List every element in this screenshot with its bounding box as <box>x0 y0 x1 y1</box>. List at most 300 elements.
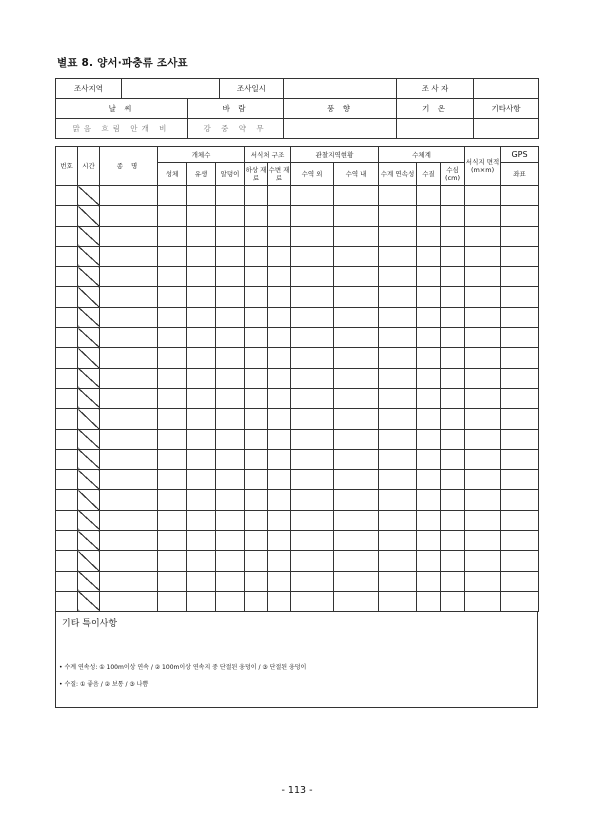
table-cell[interactable] <box>187 409 216 429</box>
table-cell[interactable] <box>187 226 216 246</box>
table-cell[interactable] <box>245 246 268 266</box>
table-cell[interactable] <box>501 571 539 591</box>
table-cell[interactable] <box>291 226 334 246</box>
table-cell[interactable] <box>379 551 417 571</box>
table-cell[interactable] <box>216 307 245 327</box>
table-cell[interactable] <box>100 551 158 571</box>
table-cell[interactable] <box>187 449 216 469</box>
table-cell[interactable] <box>501 409 539 429</box>
table-cell[interactable] <box>441 429 465 449</box>
table-cell[interactable] <box>187 186 216 206</box>
table-cell[interactable] <box>56 267 78 287</box>
table-cell[interactable] <box>56 287 78 307</box>
table-cell[interactable] <box>216 368 245 388</box>
table-cell[interactable] <box>187 388 216 408</box>
table-cell[interactable] <box>245 571 268 591</box>
table-cell[interactable] <box>417 328 441 348</box>
table-cell[interactable] <box>187 510 216 530</box>
table-cell[interactable] <box>291 409 334 429</box>
table-cell[interactable] <box>441 246 465 266</box>
table-cell[interactable] <box>216 287 245 307</box>
table-cell[interactable] <box>56 490 78 510</box>
table-cell[interactable] <box>291 490 334 510</box>
time-cell[interactable] <box>78 368 100 388</box>
table-cell[interactable] <box>268 287 291 307</box>
table-cell[interactable] <box>158 246 187 266</box>
table-cell[interactable] <box>417 186 441 206</box>
table-cell[interactable] <box>465 246 501 266</box>
table-cell[interactable] <box>56 409 78 429</box>
table-cell[interactable] <box>441 531 465 551</box>
table-cell[interactable] <box>56 571 78 591</box>
table-cell[interactable] <box>158 429 187 449</box>
table-cell[interactable] <box>187 368 216 388</box>
table-cell[interactable] <box>100 226 158 246</box>
table-cell[interactable] <box>187 348 216 368</box>
table-cell[interactable] <box>216 490 245 510</box>
table-cell[interactable] <box>417 206 441 226</box>
table-cell[interactable] <box>100 368 158 388</box>
table-cell[interactable] <box>501 287 539 307</box>
table-cell[interactable] <box>100 267 158 287</box>
table-cell[interactable] <box>465 206 501 226</box>
temperature-field[interactable] <box>397 119 474 139</box>
table-cell[interactable] <box>501 267 539 287</box>
table-cell[interactable] <box>216 470 245 490</box>
table-cell[interactable] <box>158 531 187 551</box>
table-cell[interactable] <box>379 490 417 510</box>
surveyor-field[interactable] <box>474 79 539 99</box>
table-cell[interactable] <box>291 206 334 226</box>
table-cell[interactable] <box>56 388 78 408</box>
table-cell[interactable] <box>441 328 465 348</box>
time-cell[interactable] <box>78 470 100 490</box>
table-cell[interactable] <box>268 328 291 348</box>
table-cell[interactable] <box>501 470 539 490</box>
time-cell[interactable] <box>78 226 100 246</box>
table-cell[interactable] <box>334 246 379 266</box>
table-cell[interactable] <box>100 490 158 510</box>
table-cell[interactable] <box>216 186 245 206</box>
table-cell[interactable] <box>417 226 441 246</box>
table-cell[interactable] <box>441 591 465 611</box>
other-notes-field[interactable] <box>474 119 539 139</box>
table-cell[interactable] <box>216 551 245 571</box>
table-cell[interactable] <box>291 328 334 348</box>
table-cell[interactable] <box>379 246 417 266</box>
table-cell[interactable] <box>334 551 379 571</box>
table-cell[interactable] <box>465 368 501 388</box>
table-cell[interactable] <box>268 186 291 206</box>
table-cell[interactable] <box>268 531 291 551</box>
table-cell[interactable] <box>465 510 501 530</box>
table-cell[interactable] <box>465 571 501 591</box>
table-cell[interactable] <box>245 368 268 388</box>
time-cell[interactable] <box>78 267 100 287</box>
table-cell[interactable] <box>245 510 268 530</box>
table-cell[interactable] <box>379 510 417 530</box>
table-cell[interactable] <box>158 388 187 408</box>
table-cell[interactable] <box>379 571 417 591</box>
table-cell[interactable] <box>379 206 417 226</box>
table-cell[interactable] <box>268 348 291 368</box>
table-cell[interactable] <box>100 328 158 348</box>
table-cell[interactable] <box>100 307 158 327</box>
table-cell[interactable] <box>158 571 187 591</box>
table-cell[interactable] <box>268 571 291 591</box>
table-cell[interactable] <box>187 328 216 348</box>
table-cell[interactable] <box>216 409 245 429</box>
table-cell[interactable] <box>465 409 501 429</box>
table-cell[interactable] <box>334 328 379 348</box>
table-cell[interactable] <box>56 531 78 551</box>
weather-options[interactable]: 맑음 흐림 안개 비 <box>56 119 188 139</box>
table-cell[interactable] <box>291 388 334 408</box>
table-cell[interactable] <box>291 571 334 591</box>
table-cell[interactable] <box>158 591 187 611</box>
table-cell[interactable] <box>501 591 539 611</box>
table-cell[interactable] <box>56 470 78 490</box>
table-cell[interactable] <box>56 591 78 611</box>
table-cell[interactable] <box>417 510 441 530</box>
table-cell[interactable] <box>56 206 78 226</box>
table-cell[interactable] <box>56 368 78 388</box>
table-cell[interactable] <box>334 388 379 408</box>
table-cell[interactable] <box>187 531 216 551</box>
table-cell[interactable] <box>245 287 268 307</box>
table-cell[interactable] <box>158 470 187 490</box>
table-cell[interactable] <box>417 267 441 287</box>
table-cell[interactable] <box>268 206 291 226</box>
table-cell[interactable] <box>268 246 291 266</box>
table-cell[interactable] <box>465 267 501 287</box>
table-cell[interactable] <box>216 206 245 226</box>
table-cell[interactable] <box>158 307 187 327</box>
table-cell[interactable] <box>187 571 216 591</box>
table-cell[interactable] <box>216 531 245 551</box>
table-cell[interactable] <box>158 409 187 429</box>
time-cell[interactable] <box>78 409 100 429</box>
table-cell[interactable] <box>268 551 291 571</box>
time-cell[interactable] <box>78 591 100 611</box>
table-cell[interactable] <box>441 490 465 510</box>
survey-area-field[interactable] <box>122 79 220 99</box>
table-cell[interactable] <box>245 409 268 429</box>
table-cell[interactable] <box>501 388 539 408</box>
table-cell[interactable] <box>158 206 187 226</box>
table-cell[interactable] <box>417 531 441 551</box>
time-cell[interactable] <box>78 571 100 591</box>
table-cell[interactable] <box>158 368 187 388</box>
time-cell[interactable] <box>78 287 100 307</box>
table-cell[interactable] <box>465 591 501 611</box>
table-cell[interactable] <box>417 368 441 388</box>
table-cell[interactable] <box>334 591 379 611</box>
table-cell[interactable] <box>417 591 441 611</box>
table-cell[interactable] <box>245 449 268 469</box>
table-cell[interactable] <box>334 226 379 246</box>
table-cell[interactable] <box>379 267 417 287</box>
table-cell[interactable] <box>501 226 539 246</box>
table-cell[interactable] <box>334 531 379 551</box>
survey-date-field[interactable] <box>284 79 397 99</box>
table-cell[interactable] <box>379 409 417 429</box>
table-cell[interactable] <box>334 307 379 327</box>
table-cell[interactable] <box>291 287 334 307</box>
table-cell[interactable] <box>216 246 245 266</box>
table-cell[interactable] <box>417 348 441 368</box>
table-cell[interactable] <box>291 307 334 327</box>
table-cell[interactable] <box>465 287 501 307</box>
table-cell[interactable] <box>245 388 268 408</box>
table-cell[interactable] <box>291 531 334 551</box>
table-cell[interactable] <box>158 490 187 510</box>
table-cell[interactable] <box>441 186 465 206</box>
table-cell[interactable] <box>501 246 539 266</box>
table-cell[interactable] <box>216 591 245 611</box>
table-cell[interactable] <box>268 368 291 388</box>
table-cell[interactable] <box>291 551 334 571</box>
table-cell[interactable] <box>100 449 158 469</box>
time-cell[interactable] <box>78 388 100 408</box>
table-cell[interactable] <box>216 328 245 348</box>
wind-direction-field[interactable] <box>284 119 397 139</box>
table-cell[interactable] <box>187 551 216 571</box>
table-cell[interactable] <box>441 206 465 226</box>
table-cell[interactable] <box>379 307 417 327</box>
table-cell[interactable] <box>501 328 539 348</box>
table-cell[interactable] <box>158 449 187 469</box>
table-cell[interactable] <box>100 510 158 530</box>
table-cell[interactable] <box>268 449 291 469</box>
table-cell[interactable] <box>465 449 501 469</box>
table-cell[interactable] <box>465 307 501 327</box>
table-cell[interactable] <box>100 470 158 490</box>
table-cell[interactable] <box>291 267 334 287</box>
table-cell[interactable] <box>158 226 187 246</box>
table-cell[interactable] <box>441 470 465 490</box>
table-cell[interactable] <box>441 226 465 246</box>
table-cell[interactable] <box>268 591 291 611</box>
table-cell[interactable] <box>334 490 379 510</box>
table-cell[interactable] <box>465 226 501 246</box>
table-cell[interactable] <box>291 429 334 449</box>
table-cell[interactable] <box>216 388 245 408</box>
table-cell[interactable] <box>334 267 379 287</box>
table-cell[interactable] <box>441 287 465 307</box>
table-cell[interactable] <box>216 267 245 287</box>
table-cell[interactable] <box>158 348 187 368</box>
time-cell[interactable] <box>78 206 100 226</box>
table-cell[interactable] <box>56 307 78 327</box>
table-cell[interactable] <box>100 186 158 206</box>
table-cell[interactable] <box>291 368 334 388</box>
table-cell[interactable] <box>334 348 379 368</box>
table-cell[interactable] <box>334 186 379 206</box>
table-cell[interactable] <box>100 348 158 368</box>
table-cell[interactable] <box>245 267 268 287</box>
table-cell[interactable] <box>216 348 245 368</box>
table-cell[interactable] <box>187 490 216 510</box>
table-cell[interactable] <box>100 388 158 408</box>
table-cell[interactable] <box>417 388 441 408</box>
table-cell[interactable] <box>158 551 187 571</box>
table-cell[interactable] <box>268 226 291 246</box>
table-cell[interactable] <box>268 307 291 327</box>
table-cell[interactable] <box>158 510 187 530</box>
table-cell[interactable] <box>291 348 334 368</box>
table-cell[interactable] <box>291 449 334 469</box>
table-cell[interactable] <box>441 388 465 408</box>
table-cell[interactable] <box>245 328 268 348</box>
table-cell[interactable] <box>465 328 501 348</box>
time-cell[interactable] <box>78 307 100 327</box>
table-cell[interactable] <box>56 449 78 469</box>
table-cell[interactable] <box>158 287 187 307</box>
table-cell[interactable] <box>100 246 158 266</box>
table-cell[interactable] <box>501 307 539 327</box>
table-cell[interactable] <box>334 206 379 226</box>
table-cell[interactable] <box>268 409 291 429</box>
table-cell[interactable] <box>465 348 501 368</box>
table-cell[interactable] <box>379 186 417 206</box>
time-cell[interactable] <box>78 348 100 368</box>
table-cell[interactable] <box>417 307 441 327</box>
table-cell[interactable] <box>441 449 465 469</box>
table-cell[interactable] <box>379 429 417 449</box>
table-cell[interactable] <box>216 510 245 530</box>
table-cell[interactable] <box>465 470 501 490</box>
table-cell[interactable] <box>417 246 441 266</box>
table-cell[interactable] <box>417 470 441 490</box>
table-cell[interactable] <box>441 571 465 591</box>
table-cell[interactable] <box>417 551 441 571</box>
notes-box[interactable] <box>56 612 538 708</box>
table-cell[interactable] <box>379 287 417 307</box>
table-cell[interactable] <box>417 287 441 307</box>
table-cell[interactable] <box>465 551 501 571</box>
table-cell[interactable] <box>441 551 465 571</box>
table-cell[interactable] <box>379 591 417 611</box>
table-cell[interactable] <box>216 571 245 591</box>
table-cell[interactable] <box>56 328 78 348</box>
table-cell[interactable] <box>417 490 441 510</box>
table-cell[interactable] <box>245 470 268 490</box>
table-cell[interactable] <box>56 186 78 206</box>
table-cell[interactable] <box>334 368 379 388</box>
table-cell[interactable] <box>56 510 78 530</box>
table-cell[interactable] <box>245 490 268 510</box>
table-cell[interactable] <box>501 206 539 226</box>
table-cell[interactable] <box>216 429 245 449</box>
table-cell[interactable] <box>501 368 539 388</box>
table-cell[interactable] <box>501 551 539 571</box>
table-cell[interactable] <box>187 591 216 611</box>
table-cell[interactable] <box>245 226 268 246</box>
table-cell[interactable] <box>465 490 501 510</box>
table-cell[interactable] <box>100 591 158 611</box>
time-cell[interactable] <box>78 510 100 530</box>
table-cell[interactable] <box>56 226 78 246</box>
table-cell[interactable] <box>417 571 441 591</box>
table-cell[interactable] <box>216 226 245 246</box>
table-cell[interactable] <box>441 307 465 327</box>
time-cell[interactable] <box>78 328 100 348</box>
time-cell[interactable] <box>78 551 100 571</box>
table-cell[interactable] <box>417 409 441 429</box>
table-cell[interactable] <box>291 510 334 530</box>
table-cell[interactable] <box>379 368 417 388</box>
table-cell[interactable] <box>441 348 465 368</box>
wind-options[interactable]: 강 중 약 무 <box>188 119 284 139</box>
table-cell[interactable] <box>187 267 216 287</box>
table-cell[interactable] <box>291 591 334 611</box>
table-cell[interactable] <box>501 531 539 551</box>
table-cell[interactable] <box>465 429 501 449</box>
table-cell[interactable] <box>501 449 539 469</box>
table-cell[interactable] <box>56 246 78 266</box>
table-cell[interactable] <box>268 510 291 530</box>
table-cell[interactable] <box>100 571 158 591</box>
table-cell[interactable] <box>465 531 501 551</box>
table-cell[interactable] <box>56 551 78 571</box>
table-cell[interactable] <box>187 307 216 327</box>
time-cell[interactable] <box>78 246 100 266</box>
table-cell[interactable] <box>56 348 78 368</box>
table-cell[interactable] <box>100 206 158 226</box>
table-cell[interactable] <box>441 510 465 530</box>
table-cell[interactable] <box>245 591 268 611</box>
table-cell[interactable] <box>245 348 268 368</box>
table-cell[interactable] <box>268 388 291 408</box>
table-cell[interactable] <box>465 186 501 206</box>
table-cell[interactable] <box>245 551 268 571</box>
time-cell[interactable] <box>78 490 100 510</box>
table-cell[interactable] <box>158 328 187 348</box>
table-cell[interactable] <box>417 449 441 469</box>
table-cell[interactable] <box>501 348 539 368</box>
table-cell[interactable] <box>56 429 78 449</box>
table-cell[interactable] <box>268 429 291 449</box>
table-cell[interactable] <box>334 571 379 591</box>
table-cell[interactable] <box>187 206 216 226</box>
table-cell[interactable] <box>334 510 379 530</box>
table-cell[interactable] <box>379 328 417 348</box>
table-cell[interactable] <box>100 287 158 307</box>
table-cell[interactable] <box>379 388 417 408</box>
time-cell[interactable] <box>78 449 100 469</box>
table-cell[interactable] <box>501 186 539 206</box>
table-cell[interactable] <box>334 409 379 429</box>
table-cell[interactable] <box>441 368 465 388</box>
table-cell[interactable] <box>245 186 268 206</box>
table-cell[interactable] <box>501 490 539 510</box>
table-cell[interactable] <box>417 429 441 449</box>
table-cell[interactable] <box>187 246 216 266</box>
table-cell[interactable] <box>187 429 216 449</box>
table-cell[interactable] <box>379 348 417 368</box>
table-cell[interactable] <box>334 429 379 449</box>
table-cell[interactable] <box>245 429 268 449</box>
table-cell[interactable] <box>465 388 501 408</box>
table-cell[interactable] <box>216 449 245 469</box>
table-cell[interactable] <box>158 267 187 287</box>
time-cell[interactable] <box>78 429 100 449</box>
table-cell[interactable] <box>245 307 268 327</box>
table-cell[interactable] <box>379 470 417 490</box>
table-cell[interactable] <box>291 246 334 266</box>
table-cell[interactable] <box>245 206 268 226</box>
